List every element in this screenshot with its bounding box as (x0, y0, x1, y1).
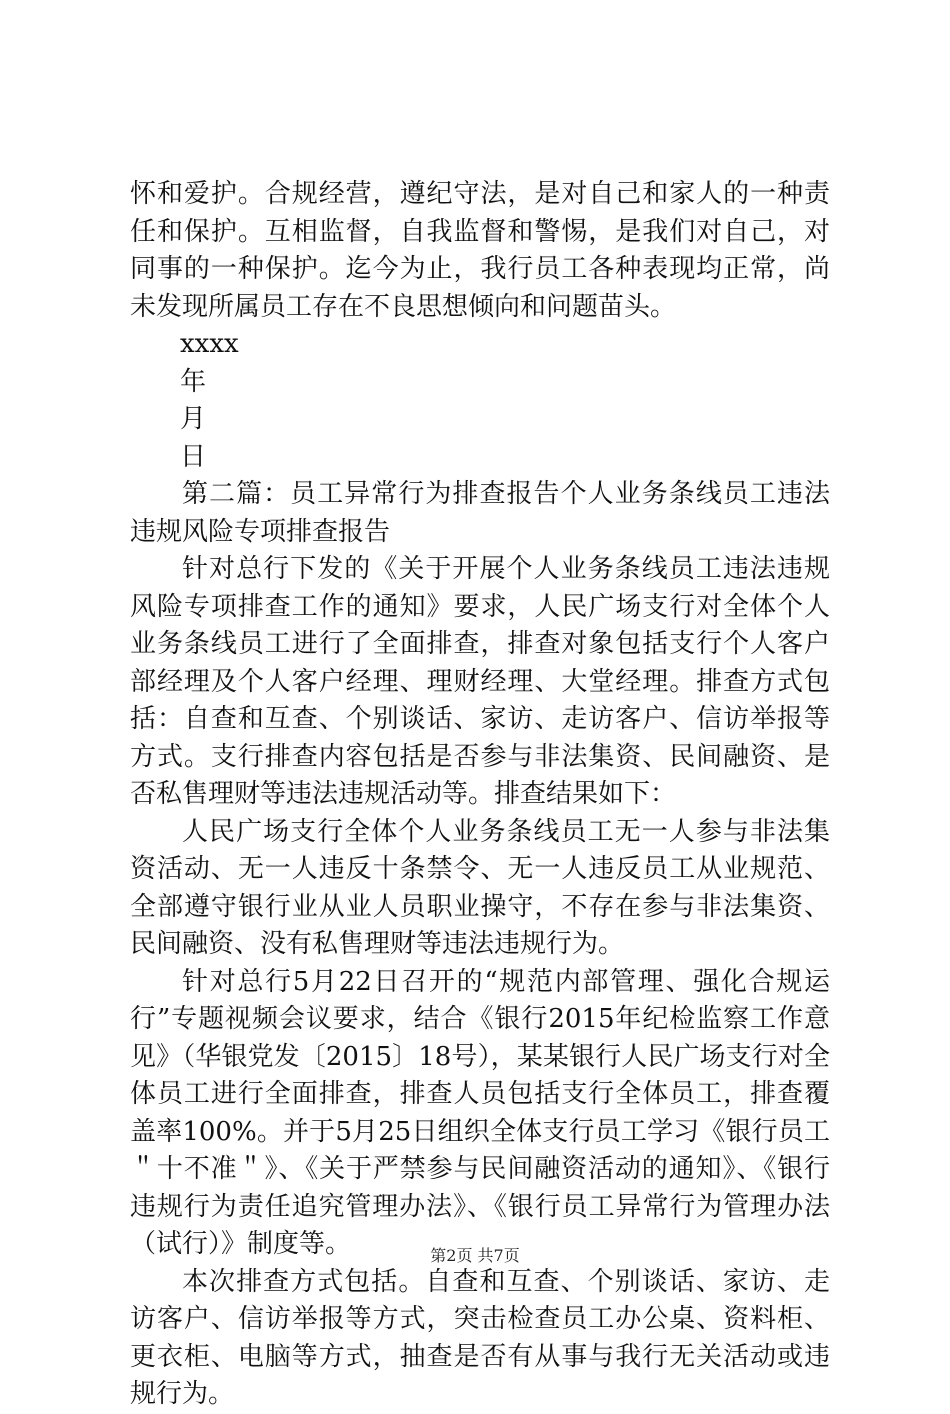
section-heading: 第二篇：员工异常行为排查报告个人业务条线员工违法违规风险专项排查报告 (130, 479, 830, 547)
paragraph-continuation: 怀和爱护。合规经营，遵纪守法，是对自己和家人的一种责任和保护。互相监督，自我监督和警惕，是我们对自己，对同事的一种保护。迄今为止，我行员工各种表现均正常，尚未发现所属员工存在不良思想倾向和问题苗头。 (130, 179, 830, 322)
signature-block (130, 326, 830, 476)
paragraph-result: 人民广场支行全体个人业务条线员工无一人参与非法集资活动、无一人违反十条禁令、无一人违反员工从业规范、全部遵守银行业从业人员职业操守，不存在参与非法集资、民间融资、没有私售理财等违法违规行为。 (130, 816, 830, 959)
signature-name: xxxx (180, 329, 239, 359)
paragraph-meeting: 针对总行5月22日召开的“规范内部管理、强化合规运行”专题视频会议要求，结合《银行2015年纪检监察工作意见》（华银党发〔2015〕18号），某某银行人民广场支行对全体员工进行全面排查，排查人员包括支行全体员工，排查覆盖率100%。并于5月25日组织全体支行员工学习《银行员工＂十不准＂》、《关于严禁参与民间融资活动的通知》、《银行违规行为责任追究管理办法》、《银行员工异常行为管理办法（试行）》制度等。 (130, 966, 830, 1259)
document-body (130, 176, 830, 1414)
page-number: 第2页 共7页 (430, 1246, 520, 1265)
signature-year: 年 (180, 366, 207, 397)
signature-day: 日 (180, 441, 207, 472)
paragraph-method: 本次排查方式包括。自查和互查、个别谈话、家访、走访客户、信访举报等方式，突击检查员工办公桌、资料柜、更衣柜、电脑等方式，抽查是否有从事与我行无关活动或违规行为。 (130, 1266, 830, 1409)
signature-month: 月 (180, 404, 207, 434)
paragraph-notice: 针对总行下发的《关于开展个人业务条线员工违法违规风险专项排查工作的通知》要求，人民广场支行对全体个人业务条线员工进行了全面排查，排查对象包括支行个人客户部经理及个人客户经理、理财经理、大堂经理。排查方式包括：自查和互查、个别谈话、家访、走访客户、信访举报等方式。支行排查内容包括是否参与非法集资、民间融资、是否私售理财等违法违规活动等。排查结果如下： (130, 554, 830, 809)
